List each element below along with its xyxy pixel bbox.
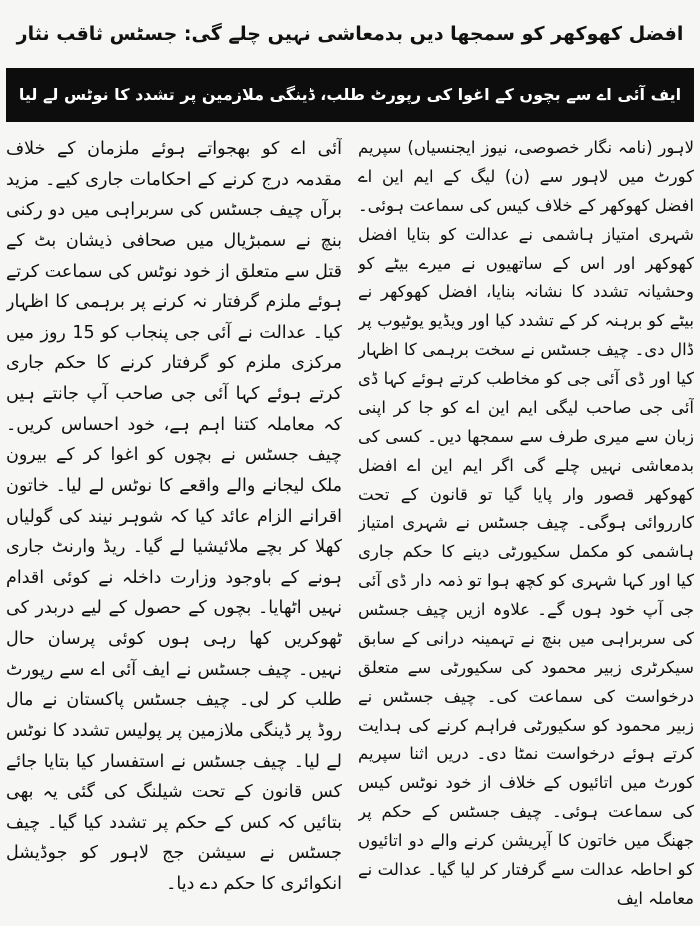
article-column-left: آئی اے کو بھجواتے ہوئے ملزمان کے خلاف مقدمہ درج کرنے کے احکامات جاری کیے۔ مزید برآں چیف جسٹس کی سربراہی میں دو رکنی بنچ نے سمبڑیال میں صحافی ذیشان بٹ کے قتل سے متعلق از خود نوٹس کی سماعت کرتے ہوئے ملزم گرفتار نہ کرنے پر برہمی کا اظہار کیا۔ عدالت نے آئی جی پنجاب کو 15 روز میں مرکزی ملزم کو گرفتار کرنے کا حکم جاری کرتے ہوئے کہا آئی جی صاحب آپ جانتے ہیں کہ معاملہ کتنا اہم ہے، خود احساس کریں۔ چیف جسٹس نے بچوں کو اغوا کر کے بیرون ملک لیجانے والے واقعے کا نوٹس لے لیا۔ خاتون اقرانے الزام عائد کیا کہ شوہر نیند کی گولیاں کھلا کر بچے ملائیشیا لے گیا۔ ریڈ وارنٹ جاری ہونے کے باوجود وزارت داخلہ نے کوئی اقدام نہیں اٹھایا۔ بچوں کے حصول کے لیے دربدر کی ٹھوکریں کھا رہی ہوں کوئی پرسان حال نہیں۔ چیف جسٹس نے ایف آئی اے سے رپورٹ طلب کر لی۔ چیف جسٹس پاکستان نے مال روڈ پر ڈینگی ملازمین پر پولیس تشدد کا نوٹس لے لیا۔ چیف جسٹس نے استفسار کیا بتایا جائے کس قانون کے تحت شیلنگ کی گئی یہ بھی بتائیں کہ کس کے حکم پر تشدد کیا گیا۔ چیف جسٹس نے سیشن جج لاہور کو جوڈیشل انکوائری کا حکم دے دیا۔ (6, 139, 342, 894)
article-body (6, 134, 694, 922)
article-column-right: لاہور (نامہ نگار خصوصی، نیوز ایجنسیاں) سپریم کورٹ میں لاہور سے (ن) لیگ کے ایم این اے افضل کھوکھر کے خلاف کیس کی سماعت ہوئی۔ شہری امتیاز ہاشمی نے عدالت کو بتایا افضل کھوکھر اور اس کے ساتھیوں نے میرے بیٹے کو وحشیانہ تشدد کا نشانہ بنایا، افضل کھوکھر نے بیٹے کو برہنہ کر کے تشدد کیا اور ویڈیو یوٹیوب پر ڈال دی۔ چیف جسٹس نے سخت برہمی کا اظہار کیا اور ڈی آئی جی کو مخاطب کرتے ہوئے کہا ڈی آئی جی صاحب لیگی ایم این اے کو جا کر اپنی زبان سے میری طرف سے سمجھا دیں۔ کسی کی بدمعاشی نہیں چلے گی اگر ایم این اے افضل کھوکھر قصور وار پایا گیا تو قانون کے تحت کارروائی ہوگی۔ چیف جسٹس نے شہری امتیاز ہاشمی کو مکمل سکیورٹی دینے کا حکم جاری کیا اور کہا شہری کو کچھ ہوا تو ذمہ دار ڈی آئی جی آپ خود ہوں گے۔ علاوہ ازیں چیف جسٹس کی سربراہی میں بنچ نے تہمینہ درانی کے سابق سیکرٹری زبیر محمود کی سکیورٹی سے متعلق درخواست کی سماعت کی۔ چیف جسٹس نے زبیر محمود کو سکیورٹی فراہم کرنے کی ہدایت کرتے ہوئے درخواست نمٹا دی۔ دریں اثنا سپریم کورٹ میں اتائیوں کے خلاف از خود نوٹس کیس کی سماعت ہوئی۔ چیف جسٹس کے حکم پر جھنگ میں خاتون کا آپریشن کرنے والے دو اتائیوں کو احاطہ عدالت سے گرفتار کر لیا گیا۔ عدالت نے معاملہ ایف (358, 138, 694, 908)
headline: افضل کھوکھر کو سمجھا دیں بدمعاشی نہیں چلے گی: جسٹس ثاقب نثار (16, 23, 684, 45)
subheadline-banner: ایف آئی اے سے بچوں کے اغوا کی رپورٹ طلب، ڈینگی ملازمین پر تشدد کا نوٹس لے لیا (6, 68, 694, 122)
